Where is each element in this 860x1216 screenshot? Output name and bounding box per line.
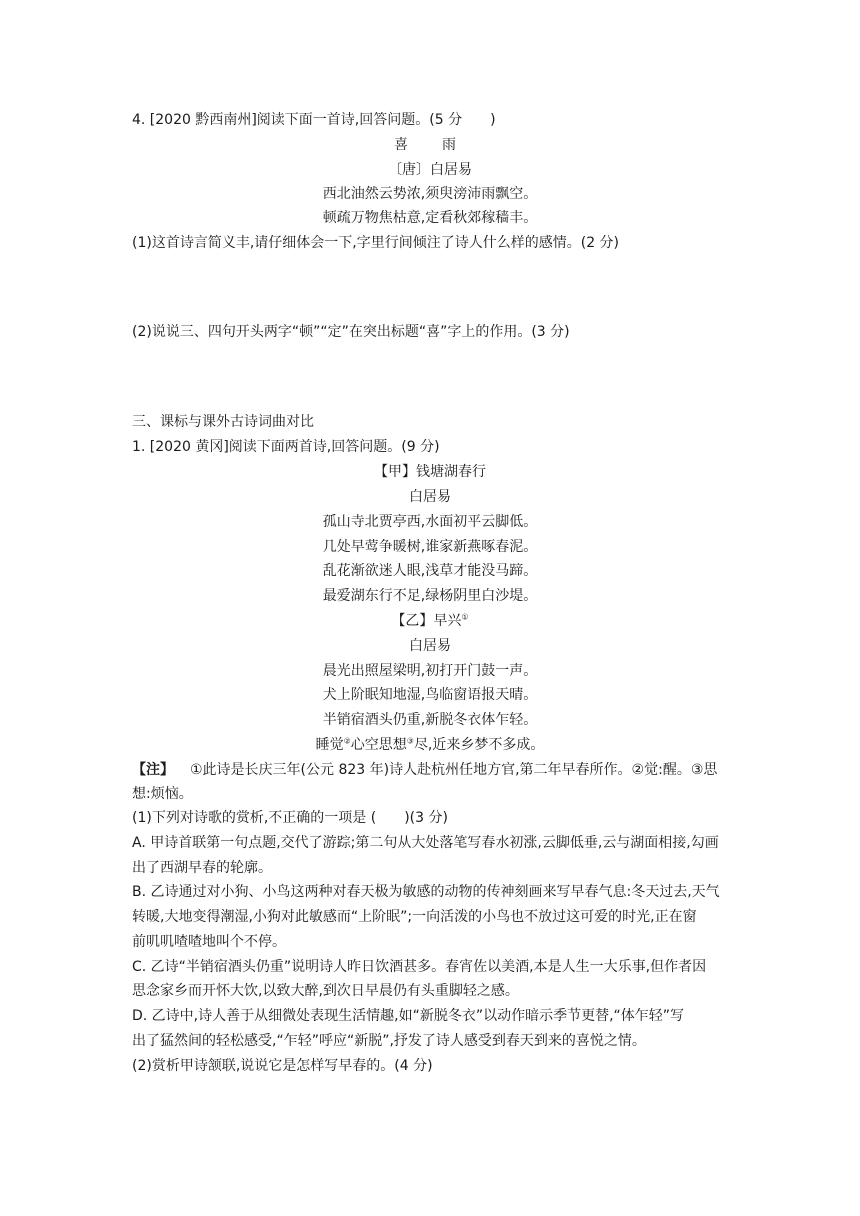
question-4-sub1: (1)这首诗言简义丰,请仔细体会一下,字里行间倾注了诗人什么样的感情。(2 分) bbox=[132, 235, 620, 251]
poem-text: 睡觉 bbox=[315, 737, 344, 753]
option-b-line: B. 乙诗通过对小狗、小鸟这两种对春天极为敏感的动物的传神刻画来写早春气息:冬天过去,天气 bbox=[132, 884, 720, 900]
poem-a-line: 孤山寺北贾亭西,水面初平云脚低。 bbox=[322, 514, 538, 530]
poem-a-title: 【甲】钱塘湖春行 bbox=[374, 464, 486, 480]
poem-b-title-text: 【乙】早兴 bbox=[391, 613, 462, 629]
poem-b-line: 半销宿酒头仍重,新脱冬衣体乍轻。 bbox=[322, 712, 538, 728]
option-a-line: 出了西湖早春的轮廓。 bbox=[132, 860, 272, 876]
option-b-line: 前叽叽喳喳地叫个不停。 bbox=[132, 934, 286, 950]
poem-a-line: 最爱湖东行不足,绿杨阴里白沙堤。 bbox=[322, 588, 538, 604]
option-c-line: 思念家乡而开怀大饮,以致大醉,到次日早晨仍有头重脚轻之感。 bbox=[132, 983, 519, 999]
option-b-line: 转暖,大地变得潮湿,小狗对此敏感而“上阶眠”;一向活泼的小鸟也不放过这可爱的时光,正在窗 bbox=[132, 909, 697, 925]
question-1-sub1: (1)下列对诗歌的赏析,不正确的一项是 ( )(3 分) bbox=[132, 810, 448, 826]
footnote-mark: ③ bbox=[406, 736, 414, 746]
section-heading: 三、课标与课外古诗词曲对比 bbox=[132, 414, 314, 430]
option-d-line: 出了猛然间的轻松感受,“乍轻”呼应“新脱”,抒发了诗人感受到春天到来的喜悦之情。 bbox=[132, 1033, 646, 1049]
poem-line: 顿疏万物焦枯意,定看秋郊稼穑丰。 bbox=[322, 210, 538, 226]
poem-b-line bbox=[0, 735, 860, 755]
note-label: 【注】 bbox=[132, 762, 174, 778]
question-4-header: 4. [2020 黔西南州]阅读下面一首诗,回答问题。(5 分 ) bbox=[132, 112, 496, 128]
poem-text: 心空思想 bbox=[350, 737, 407, 753]
note-line-2: 想:烦恼。 bbox=[132, 786, 193, 802]
question-1-header: 1. [2020 黄冈]阅读下面两首诗,回答问题。(9 分) bbox=[132, 439, 440, 455]
poem-author: 〔唐〕白居易 bbox=[388, 162, 472, 178]
question-1-sub2: (2)赏析甲诗颔联,说说它是怎样写早春的。(4 分) bbox=[132, 1058, 433, 1074]
poem-b-line: 犬上阶眠知地湿,鸟临窗语报天晴。 bbox=[322, 687, 538, 703]
option-c-line: C. 乙诗“半销宿酒头仍重”说明诗人昨日饮酒甚多。春宵佐以美酒,本是人生一大乐事,但作者因 bbox=[132, 959, 707, 975]
poem-line: 西北油然云势浓,须臾滂沛雨飘空。 bbox=[322, 186, 538, 202]
poem-b-author: 白居易 bbox=[409, 638, 451, 654]
note-text: ①此诗是长庆三年(公元 823 年)诗人赴杭州任地方官,第二年早春所作。②觉:醒。③思 bbox=[190, 762, 718, 778]
option-d-line: D. 乙诗中,诗人善于从细微处表现生活情趣,如“新脱冬衣”以动作暗示季节更替,“体乍轻”写 bbox=[132, 1008, 685, 1024]
poem-title: 喜 雨 bbox=[394, 137, 466, 153]
question-4-sub2: (2)说说三、四句开头两字“顿”“定”在突出标题“喜”字上的作用。(3 分) bbox=[132, 324, 570, 340]
note-line-1 bbox=[132, 760, 732, 780]
poem-a-line: 几处早莺争暖树,谁家新燕啄春泥。 bbox=[322, 539, 538, 555]
poem-text: 尽,近来乡梦不多成。 bbox=[413, 737, 545, 753]
poem-b-title bbox=[0, 611, 860, 631]
footnote-mark: ① bbox=[461, 612, 469, 622]
poem-a-author: 白居易 bbox=[409, 489, 451, 505]
poem-a-line: 乱花渐欲迷人眼,浅草才能没马蹄。 bbox=[322, 563, 538, 579]
footnote-mark: ② bbox=[343, 736, 351, 746]
option-a-line: A. 甲诗首联第一句点题,交代了游踪;第二句从大处落笔写春水初涨,云脚低垂,云与湖面相接,勾画 bbox=[132, 835, 719, 851]
poem-b-line: 晨光出照屋梁明,初打开门鼓一声。 bbox=[322, 663, 538, 679]
